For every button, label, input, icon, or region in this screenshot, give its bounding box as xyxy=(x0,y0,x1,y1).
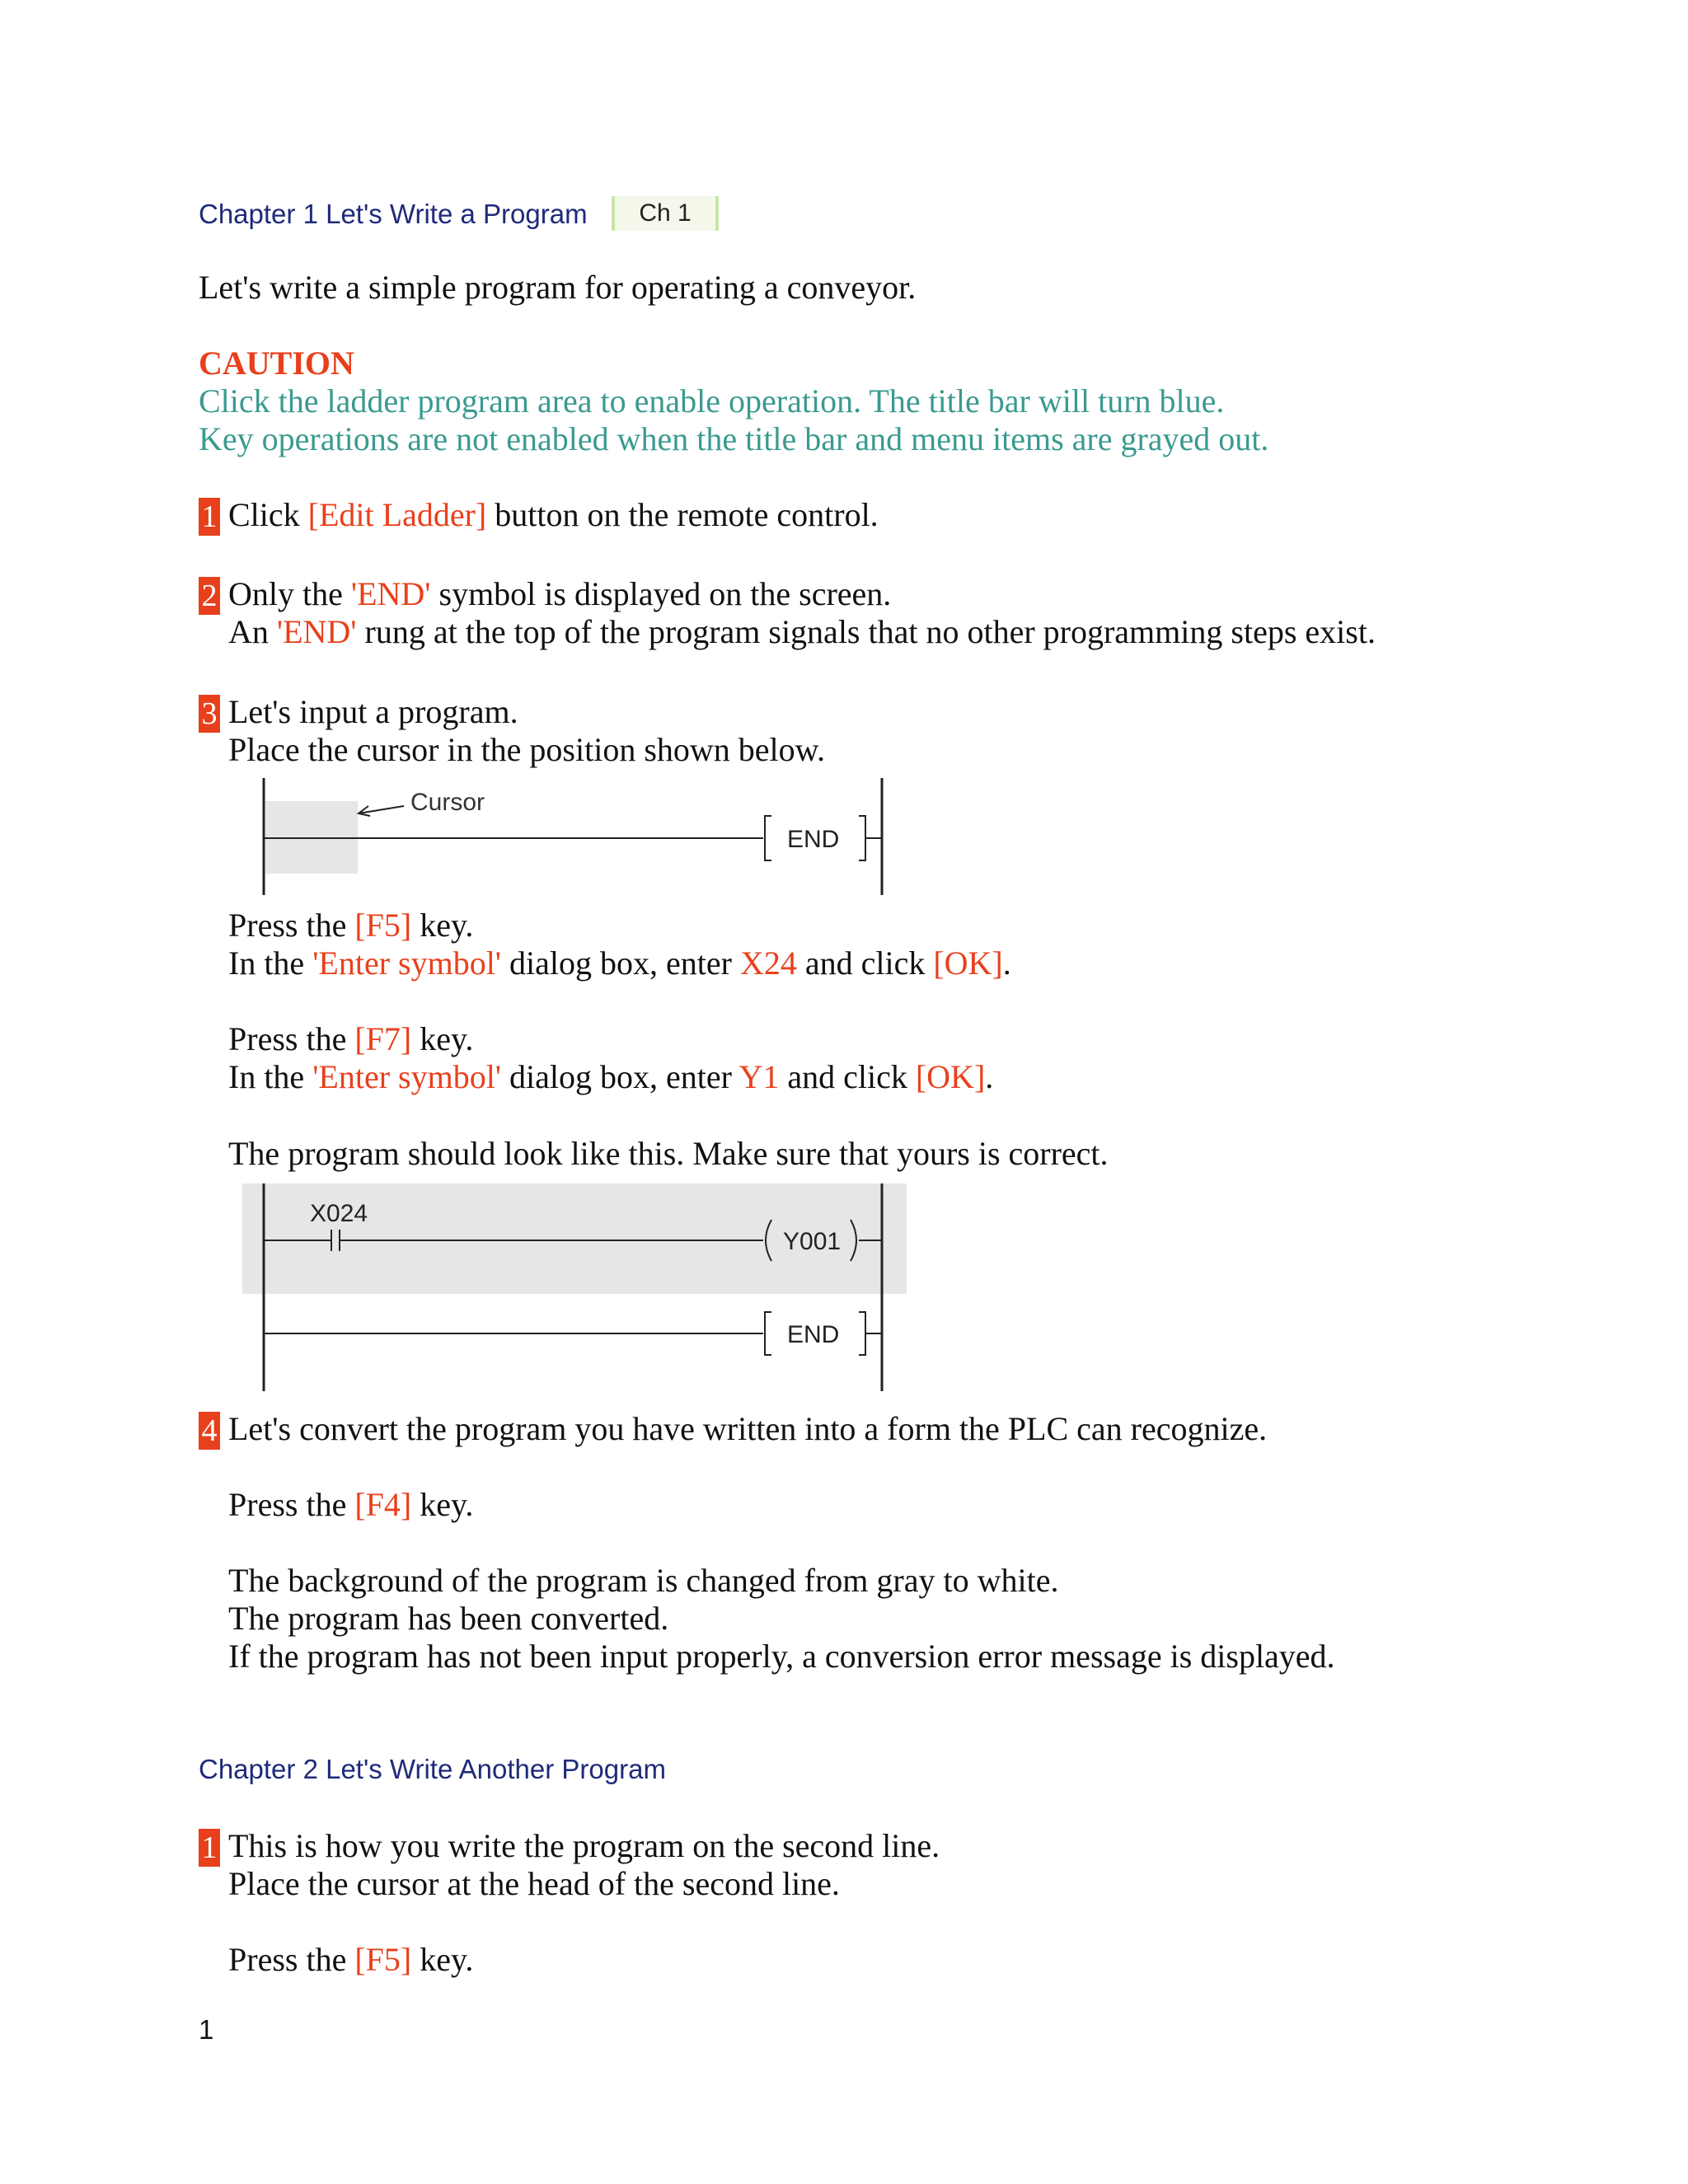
chapter-2-heading: Chapter 2 Let's Write Another Program xyxy=(199,1754,666,1784)
end-instruction: END xyxy=(787,1321,840,1348)
chapter-2-step-1-number: 1 xyxy=(199,1829,220,1867)
chapter-2-step-1-line-1: This is how you write the program on the second line. xyxy=(228,1827,940,1864)
end-bracket-right xyxy=(859,816,865,860)
intro-text: Let's write a simple program for operating a conveyor. xyxy=(199,269,917,306)
end-bracket-left xyxy=(765,816,771,860)
end-bracket-left xyxy=(765,1312,771,1355)
step-3-line-1: Let's input a program. xyxy=(228,693,518,730)
page-number: 1 xyxy=(199,2014,214,2045)
caution-line-1: Click the ladder program area to enable operation. The title bar will turn blue. xyxy=(199,382,1225,419)
end-instruction: END xyxy=(787,826,840,853)
contact-label: X024 xyxy=(310,1200,368,1227)
enter-symbol-y1-line: In the 'Enter symbol' dialog box, enter Y1 and click [OK]. xyxy=(228,1058,994,1095)
step-3-number: 3 xyxy=(199,695,220,733)
press-f5-line: Press the [F5] key. xyxy=(228,907,474,944)
result-line-3: If the program has not been input properly, a conversion error message is displayed. xyxy=(228,1638,1335,1675)
chapter-2-step-1-line-2: Place the cursor at the head of the second line. xyxy=(228,1865,840,1902)
check-program-text: The program should look like this. Make sure that yours is correct. xyxy=(228,1135,1109,1172)
cursor-label: Cursor xyxy=(410,789,485,816)
step-1-number: 1 xyxy=(199,498,220,536)
step-2-line-2: An 'END' rung at the top of the program signals that no other programming steps exist. xyxy=(228,613,1376,650)
step-4-number: 4 xyxy=(199,1412,220,1450)
coil-label: Y001 xyxy=(783,1228,842,1255)
chapter-badge: Ch 1 xyxy=(612,196,719,231)
step-3-line-2: Place the cursor in the position shown below. xyxy=(228,731,825,768)
ladder-diagram-program xyxy=(239,1180,915,1394)
end-bracket-right xyxy=(859,1312,865,1355)
press-f4-line: Press the [F4] key. xyxy=(228,1486,474,1523)
chapter-1-heading: Chapter 1 Let's Write a Program xyxy=(199,199,588,229)
step-4-line-1: Let's convert the program you have written into a form the PLC can recognize. xyxy=(228,1410,1268,1447)
step-2-line-1: Only the 'END' symbol is displayed on the screen. xyxy=(228,575,892,612)
caution-line-2: Key operations are not enabled when the title bar and menu items are grayed out. xyxy=(199,420,1269,457)
step-1-text: Click [Edit Ladder] button on the remote control. xyxy=(228,496,879,533)
result-line-2: The program has been converted. xyxy=(228,1600,669,1637)
enter-symbol-x24-line: In the 'Enter symbol' dialog box, enter X24 and click [OK]. xyxy=(228,944,1011,982)
ladder-diagram-cursor xyxy=(247,775,898,898)
chapter-2-press-f5-line: Press the [F5] key. xyxy=(228,1941,474,1978)
step-2-number: 2 xyxy=(199,577,220,615)
caution-heading: CAUTION xyxy=(199,344,354,382)
edit-ladder-key: [Edit Ladder] xyxy=(307,496,487,533)
result-line-1: The background of the program is changed from gray to white. xyxy=(228,1562,1059,1599)
press-f7-line: Press the [F7] key. xyxy=(228,1020,474,1057)
cursor-arrow-icon xyxy=(359,806,404,813)
